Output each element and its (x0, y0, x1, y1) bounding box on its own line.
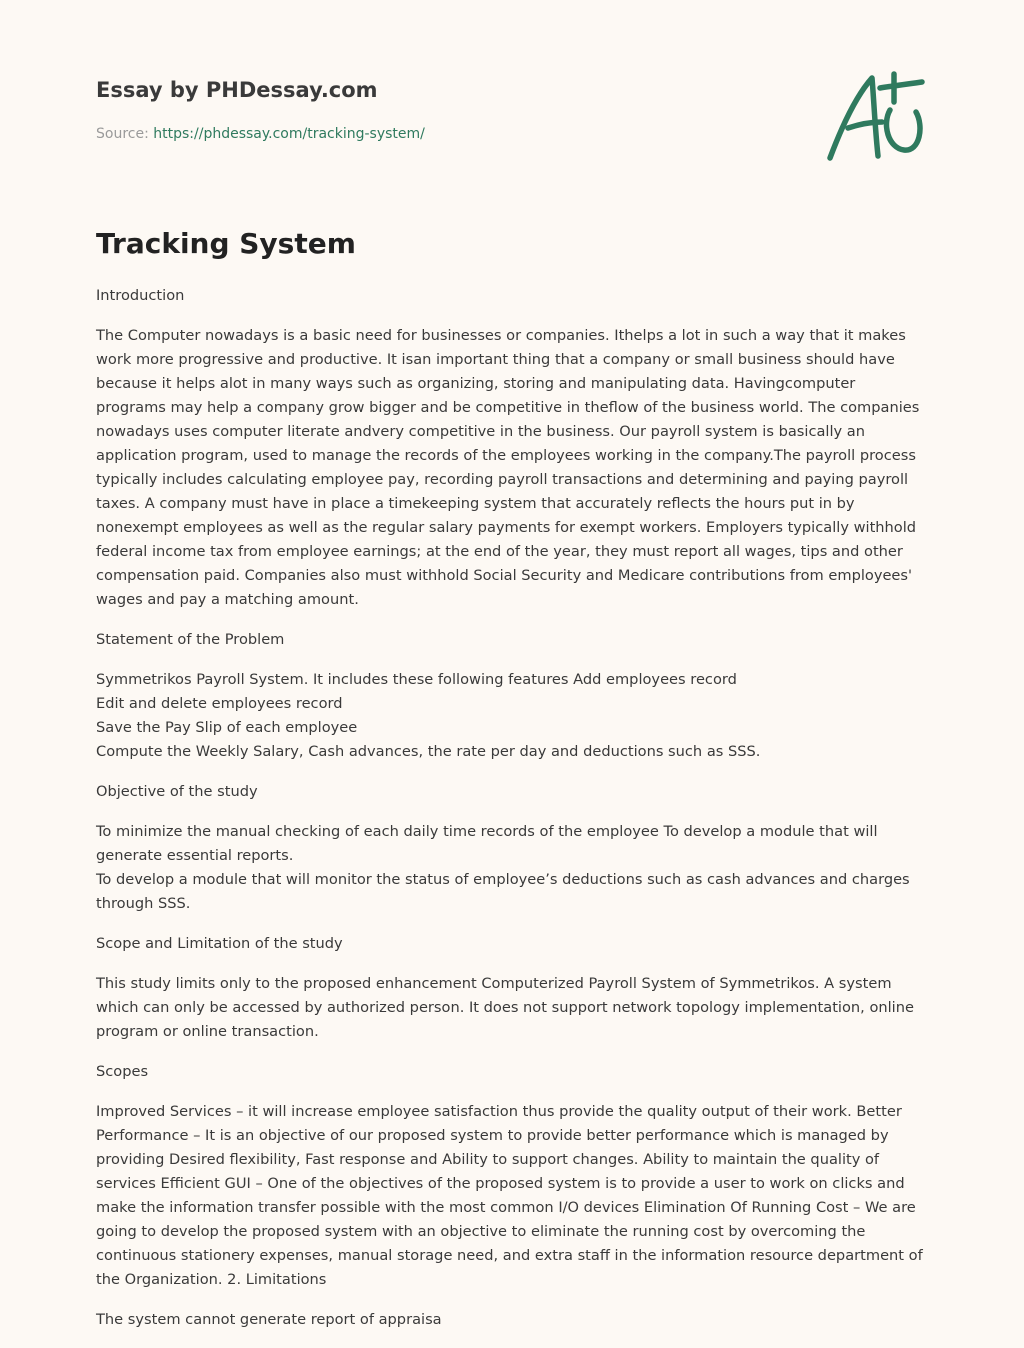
paragraph-limitations: The system cannot generate report of appraisa (96, 1311, 442, 1328)
section-heading-introduction: Introduction (96, 287, 185, 304)
feature-line: Save the Pay Slip of each employee (96, 719, 358, 736)
feature-line: Symmetrikos Payroll System. It includes these following features Add employees record (96, 671, 737, 688)
section-heading-objective: Objective of the study (96, 783, 258, 800)
section-heading-scopes: Scopes (96, 1063, 149, 1080)
source-label: Source: (96, 126, 154, 142)
source-link[interactable]: https://phdessay.com/tracking-system/ (153, 126, 425, 142)
objective-line: To develop a module that will monitor the status of employee’s deductions such as cash advances and charges through SSS. (96, 871, 910, 912)
page-header (96, 76, 796, 144)
paragraph-features (96, 668, 928, 764)
a-plus-logo-icon (820, 66, 930, 166)
feature-line: Compute the Weekly Salary, Cash advances, the rate per day and deductions such as SSS. (96, 743, 761, 760)
source-line (96, 124, 796, 144)
section-heading-scope-limitation: Scope and Limitation of the study (96, 935, 343, 952)
objective-line: To minimize the manual checking of each daily time records of the employee To develop a module that will generate essential reports. (96, 823, 878, 864)
section-heading-problem: Statement of the Problem (96, 631, 285, 648)
essay-body (96, 284, 928, 1348)
paragraph-introduction: The Computer nowadays is a basic need for businesses or companies. Ithelps a lot in such a way that it makes work more progressive and productive. It isan important thing that a company or small business should have because it helps alot in many ways such as organizing, storing and manipulating data. Havingcomputer programs may help a company grow bigger and be competitive in theflow of the business world. The companies nowadays uses computer literate andvery competitive in the business. Our payroll system is basically an application program, used to manage the records of the employees working in the company.The payroll process typically includes calculating employee pay, recording payroll transactions and determining and paying payroll taxes. A company must have in place a timekeeping system that accurately reflects the hours put in by nonexempt employees as well as the regular salary payments for exempt workers. Employers typically withhold federal income tax from employee earnings; at the end of the year, they must report all wages, tips and other compensation paid. Companies also must withhold Social Security and Medicare contributions from employees' wages and pay a matching amount. (96, 327, 920, 608)
site-brand: Essay by PHDessay.com (96, 78, 378, 102)
paragraph-objectives (96, 820, 928, 916)
feature-line: Edit and delete employees record (96, 695, 343, 712)
paragraph-scope-limitation: This study limits only to the proposed enhancement Computerized Payroll System of Symmetrikos. A system which can only be accessed by authorized person. It does not support network topology implementation, online program or online transaction. (96, 975, 914, 1040)
paragraph-scopes: Improved Services – it will increase employee satisfaction thus provide the quality output of their work. Better Performance – It is an objective of our proposed system to provide better performance which is managed by providing Desired flexibility, Fast response and Ability to support changes. Ability to maintain the quality of services Efficient GUI – One of the objectives of the proposed system is to provide a user to work on clicks and make the information transfer possible with the most common I/O devices Elimination Of Running Cost – We are going to develop the proposed system with an objective to eliminate the running cost by overcoming the continuous stationery expenses, manual storage need, and extra staff in the information resource department of the Organization. 2. Limitations (96, 1103, 923, 1288)
page-title: Tracking System (96, 227, 356, 260)
